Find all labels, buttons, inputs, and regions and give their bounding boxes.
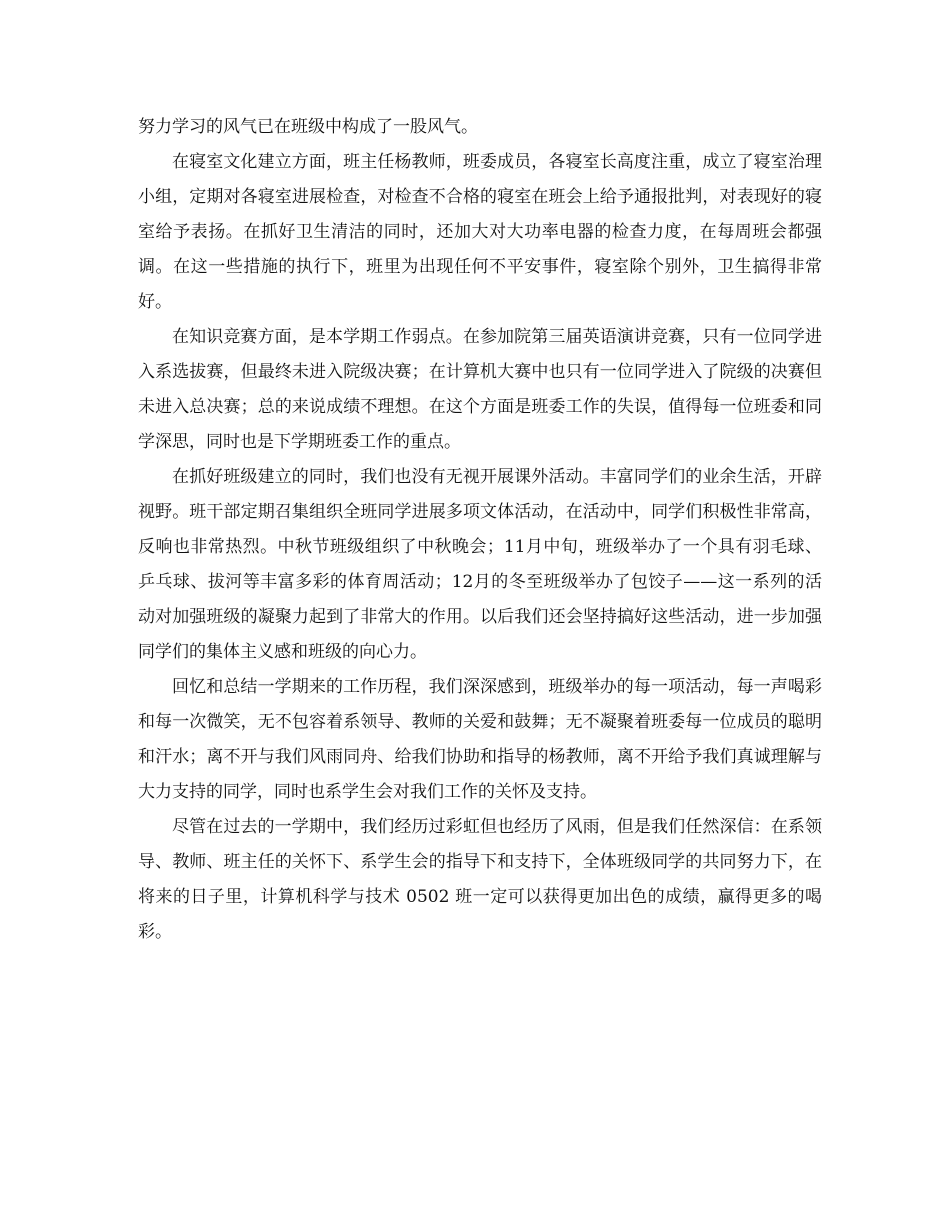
paragraph-conclusion: 尽管在过去的一学期中，我们经历过彩虹但也经历了风雨，但是我们任然深信：在系领导、教师、班主任的关怀下、系学生会的指导下和支持下，全体班级同学的共同努力下，在将来的日子里，计算机科学与技术 0502 班一定可以获得更加出色的成绩，赢得更多的喝彩。: [138, 817, 822, 942]
paragraph-extracurricular-activities: 在抓好班级建立的同时，我们也没有无视开展课外活动。丰富同学们的业余生活，开辟视野。班干部定期召集组织全班同学进展多项文体活动，在活动中，同学们积极性非常高，反响也非常热烈。中秋节班级组织了中秋晚会；11月中旬，班级举办了一个具有羽毛球、乒乓球、拔河等丰富多彩的体育周活动；12月的冬至班级举办了包饺子——这一系列的活动对加强班级的凝聚力起到了非常大的作用。以后我们还会坚持搞好这些活动，进一步加强同学们的集体主义感和班级的向心力。: [138, 467, 822, 662]
paragraph-knowledge-competition: 在知识竞赛方面，是本学期工作弱点。在参加院第三届英语演讲竞赛，只有一位同学进入系选拔赛，但最终未进入院级决赛；在计算机大赛中也只有一位同学进入了院级的决赛但未进入总决赛；总的来说成绩不理想。在这个方面是班委工作的失误，值得每一位班委和同学深思，同时也是下学期班委工作的重点。: [138, 327, 822, 452]
paragraph-review-summary: 回忆和总结一学期来的工作历程，我们深深感到，班级举办的每一项活动，每一声喝彩和每一次微笑，无不包容着系领导、教师的关爱和鼓舞；无不凝聚着班委每一位成员的聪明和汗水；离不开与我们风雨同舟、给我们协助和指导的杨教师，离不开给予我们真诚理解与大力支持的同学，同时也系学生会对我们工作的关怀及支持。: [138, 677, 822, 802]
paragraph-continuation: 努力学习的风气已在班级中构成了一股风气。: [138, 117, 478, 137]
document-body: [138, 110, 822, 950]
paragraph-dorm-culture: 在寝室文化建立方面，班主任杨教师，班委成员，各寝室长高度注重，成立了寝室治理小组，定期对各寝室进展检查，对检查不合格的寝室在班会上给予通报批判，对表现好的寝室给予表扬。在抓好卫生清洁的同时，还加大对大功率电器的检查力度，在每周班会都强调。在这一些措施的执行下，班里为出现任何不平安事件，寝室除个别外，卫生搞得非常好。: [138, 152, 822, 312]
